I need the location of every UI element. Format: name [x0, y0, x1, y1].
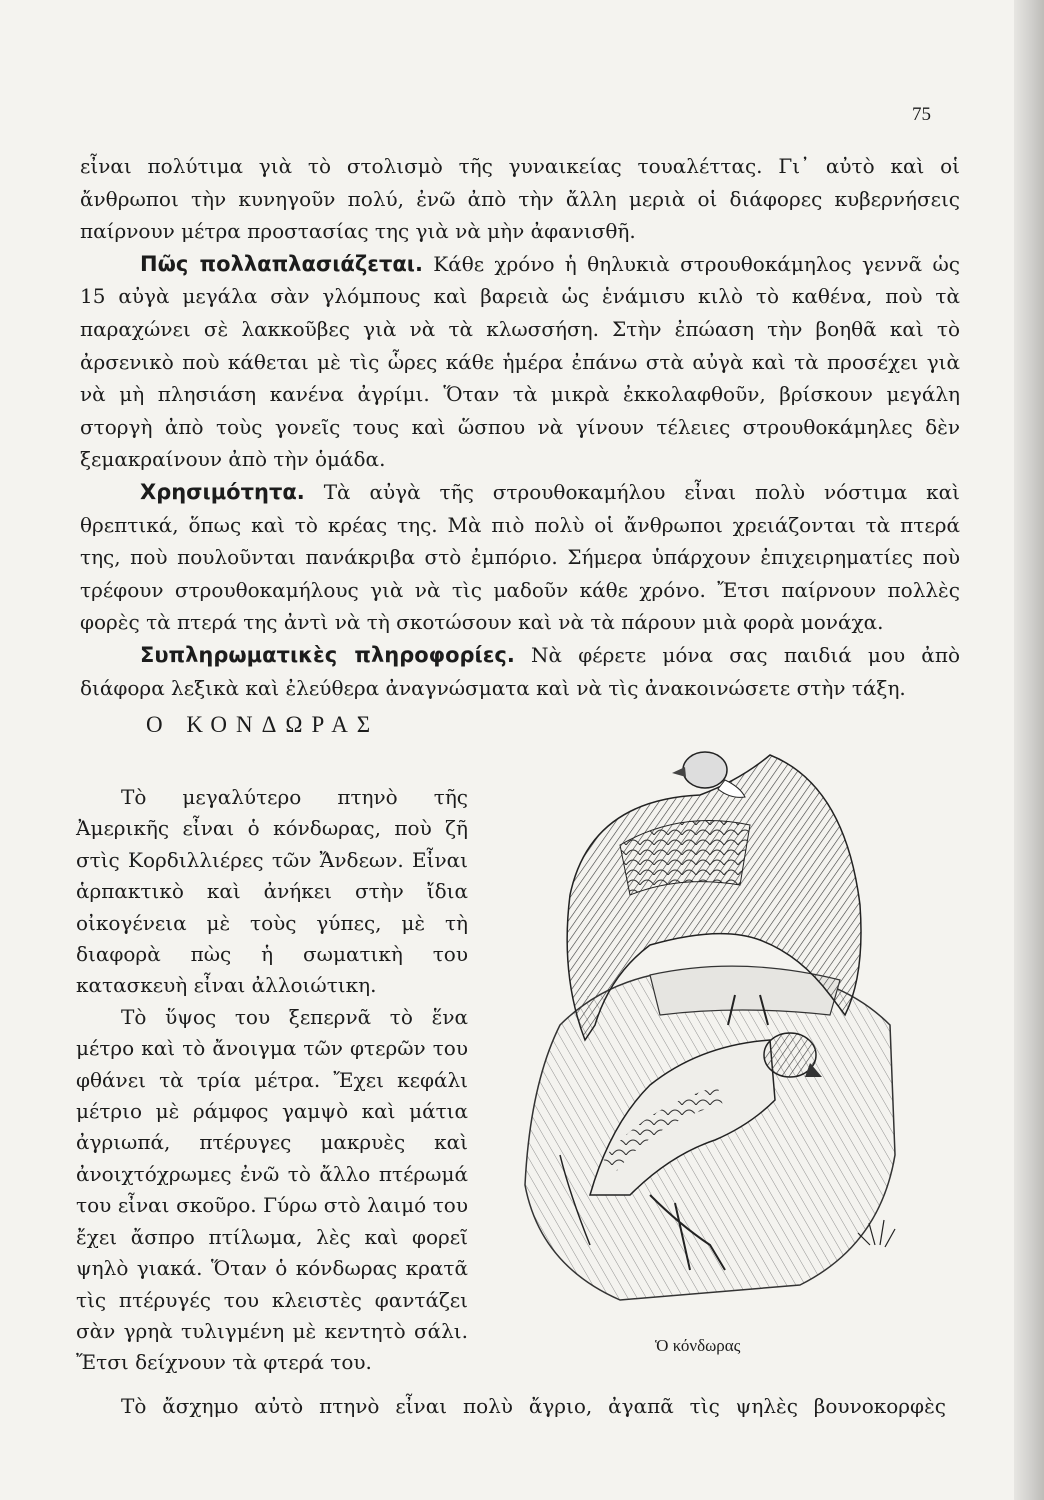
paragraph	[80, 476, 960, 639]
paragraph: Τὸ ὕψος του ξεπερνᾶ τὸ ἕνα μέτρο καὶ τὸ ἄνοιγμα τῶν φτερῶν του φθάνει τὰ τρία μέτρα. Ἔχει κεφάλι μέτριο μὲ ράμφος γαμψὸ καὶ μάτια ἀγριωπά, πτέρυγες μακρυὲς καὶ ἀνοιχτόχρωμες ἐνῶ τὸ ἄλλο πτέρωμά του εἶναι σκοῦρο. Γύρω στὸ λαιμό του ἔχει ἄσπρο πτίλωμα, λὲς καὶ φορεῖ ψηλὸ γιακά. Ὅταν ὁ κόνδωρας κρατᾶ τὶς πτέρυγές του κλειστὲς φαντάζει σὰν γρηὰ τυλιγμένη μὲ κεντητὸ σάλι. Ἔτσι δείχνουν τὰ φτερά του.	[76, 1004, 468, 1375]
body-text	[80, 150, 960, 704]
condor-text	[76, 782, 468, 1379]
illustration-caption: Ὁ κόνδωρας	[655, 1336, 741, 1355]
paragraph-heading: Πῶς πολλαπλασιάζεται.	[140, 251, 423, 276]
paragraph	[80, 639, 960, 704]
paragraph-text: Νὰ φέρετε μόνα σας παιδιά μου ἀπὸ διάφορα λεξικὰ καὶ ἐλεύθερα ἀναγνώσματα καὶ νὰ τὶς ἀνακοινώσετε στὴν τάξη.	[80, 642, 960, 700]
continuation-line: Τὸ ἄσχημο αὐτὸ πτηνὸ εἶναι πολὺ ἄγριο, ἀγαπᾶ τὶς ψηλὲς βουνοκορφὲς	[121, 1394, 946, 1418]
paragraph: Τὸ μεγαλύτερο πτηνὸ τῆς Ἀμερικῆς εἶναι ὁ κόνδωρας, ποὺ ζῆ στὶς Κορδιλλιέρες τῶν Ἄνδεων. Εἶναι ἁρπακτικὸ καὶ ἀνήκει στὴν ἴδια οἰκογένεια μὲ τοὺς γύπες, μὲ τὴ διαφορὰ πὼς ἡ σωματικὴ του κατασκευὴ εἶναι ἀλλοιώτικη.	[76, 785, 468, 998]
paragraph-heading: Χρησιμότητα.	[140, 479, 305, 504]
condor-illustration	[500, 725, 910, 1330]
page-number: 75	[912, 104, 931, 125]
paragraph-heading: Συπληρωματικὲς πληροφορίες.	[140, 642, 515, 667]
paragraph-text: Τὰ αὐγὰ τῆς στρουθοκαμήλου εἶναι πολὺ νόστιμα καὶ θρεπτικά, ὅπως καὶ τὸ κρέας της. Μὰ πιὸ πολὺ οἱ ἄνθρωποι χρειάζονται τὰ πτερά της, ποὺ πουλοῦνται πανάκριβα στὸ ἐμπόριο. Σήμερα ὑπάρχουν ἐπιχειρηματίες ποὺ τρέφουν στρουθοκαμήλους γιὰ νὰ τὶς μαδοῦν κάθε χρόνο. Ἔτσι παίρνουν πολλὲς φορὲς τὰ πτερά της ἀντὶ νὰ τὴ σκοτώσουν καὶ νὰ τὰ πάρουν μιὰ φορὰ μονάχα.	[80, 479, 960, 635]
page-edge	[1014, 0, 1044, 1500]
paragraph-text: Κάθε χρόνο ἡ θηλυκιὰ στρουθοκάμηλος γεννᾶ ὡς 15 αὐγὰ μεγάλα σὰν γλόμπους καὶ βαρειὰ ὡς ἑνάμισυ κιλὸ τὸ καθένα, ποὺ τὰ παραχώνει σὲ λακκοῦβες γιὰ νὰ τὰ κλωσσήση. Στὴν ἐπώαση τὴν βοηθᾶ καὶ τὸ ἀρσενικὸ ποὺ κάθεται μὲ τὶς ὧρες κάθε ἡμέρα ἐπάνω στὰ αὐγὰ καὶ τὰ προσέχει γιὰ νὰ μὴ πλησιάση κανένα ἀγρίμι. Ὅταν τὰ μικρὰ ἐκκολαφθοῦν, βρίσκουν μεγάλη στοργὴ ἀπὸ τοὺς γονεῖς τους καὶ ὥσπου νὰ γίνουν τέλειες στρουθοκάμηλες δὲν ξεμακραίνουν ἀπὸ τὴν ὁμάδα.	[80, 251, 960, 472]
paragraph	[80, 150, 960, 248]
paragraph	[80, 248, 960, 476]
paragraph-text: εἶναι πολύτιμα γιὰ τὸ στολισμὸ τῆς γυναικείας τουαλέττας. Γι᾿ αὐτὸ καὶ οἱ ἄνθρωποι τὴν κυνηγοῦν πολύ, ἐνῶ ἀπὸ τὴν ἄλλη μεριὰ οἱ διάφορες κυβερνήσεις παίρνουν μέτρα προστασίας της γιὰ νὰ μὴν ἀφανισθῆ.	[80, 154, 960, 244]
section-title: Ο ΚΟΝΔΩΡΑΣ	[146, 712, 380, 737]
